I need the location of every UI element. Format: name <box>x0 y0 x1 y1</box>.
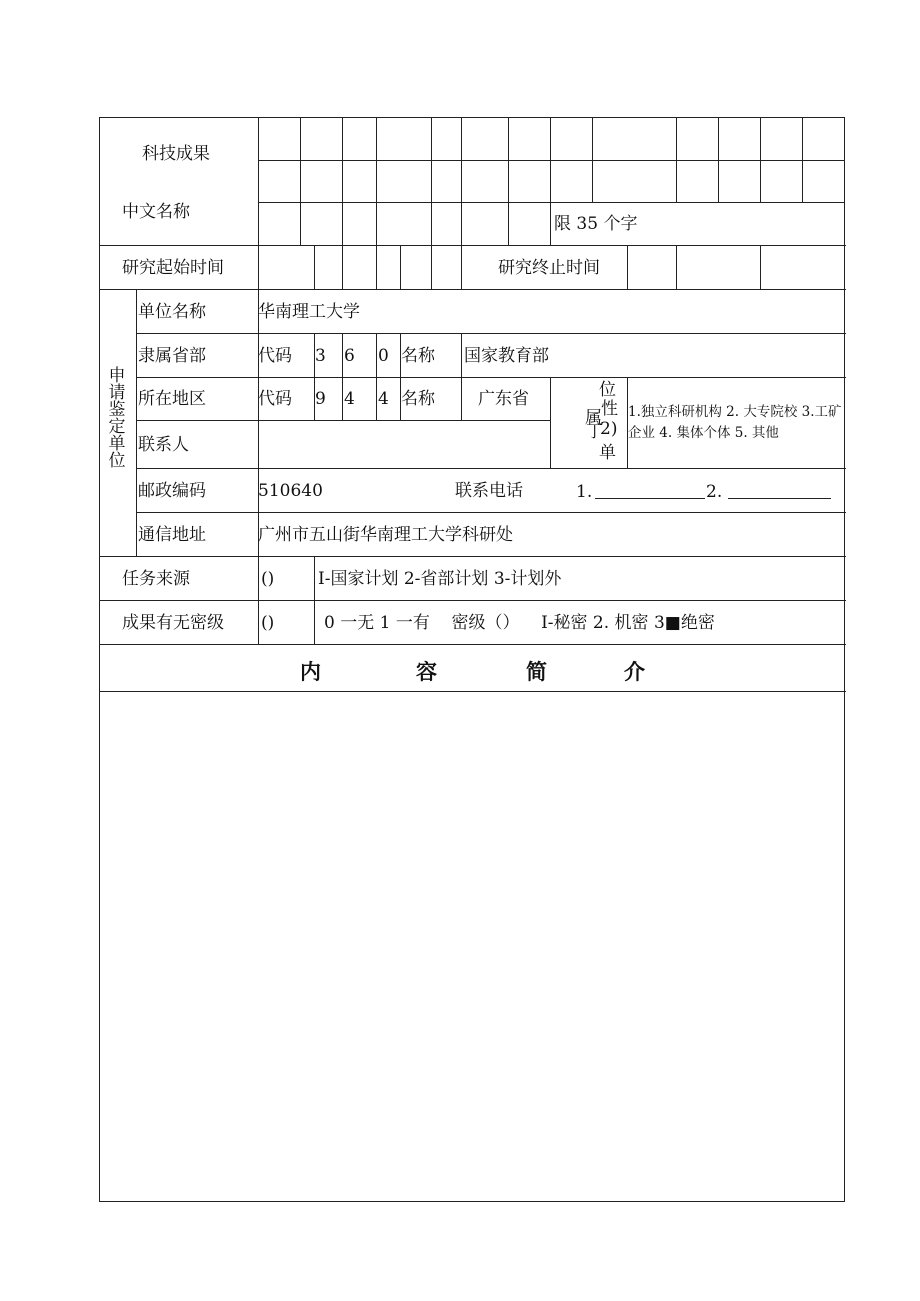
summary-content-area[interactable] <box>101 693 844 1201</box>
phone-1-field[interactable] <box>595 484 705 499</box>
postal-code-value[interactable]: 510640 <box>258 481 323 501</box>
ministry-code-label: 代码 <box>258 346 292 366</box>
region-name-value[interactable]: 广东省 <box>478 389 529 409</box>
summary-heading-char: 简 <box>526 659 547 684</box>
task-source-value[interactable]: () <box>261 569 275 589</box>
unit-type-options: 1.独立科研机构 2. 大专院校 3.工矿企业 4. 集体个体 5. 其他 <box>628 404 842 441</box>
region-code-label: 代码 <box>258 389 292 409</box>
research-start-label: 研究起始时间 <box>122 258 224 278</box>
ministry-code-digit[interactable]: 3 <box>315 346 326 366</box>
task-source-options: I-国家计划 2-省部计划 3-计划外 <box>318 569 562 589</box>
research-end-label: 研究终止时间 <box>498 258 600 278</box>
unit-type-label-part: 属 <box>585 408 602 428</box>
unit-name-label: 单位名称 <box>138 302 206 322</box>
address-label: 通信地址 <box>138 525 206 545</box>
applicant-unit-section-label: 申请鉴定单位 <box>108 366 126 471</box>
ministry-name-label: 名称 <box>401 346 435 366</box>
contact-field[interactable] <box>259 421 549 467</box>
phone-2-field[interactable] <box>728 484 831 499</box>
unit-name-value[interactable]: 华南理工大学 <box>258 302 360 322</box>
summary-heading-char: 容 <box>416 659 437 684</box>
achievement-label-line2: 中文名称 <box>122 202 190 222</box>
region-code-digit[interactable]: 4 <box>378 389 389 409</box>
research-end-field[interactable] <box>628 246 675 288</box>
region-name-label: 名称 <box>401 389 435 409</box>
unit-type-label-part: 性 <box>601 399 618 419</box>
achievement-label-line1: 科技成果 <box>142 144 210 164</box>
ministry-name-value[interactable]: 国家教育部 <box>464 346 549 366</box>
region-label: 所在地区 <box>138 389 206 409</box>
phone-1-prefix: 1. <box>576 482 593 502</box>
summary-heading-char: 内 <box>300 659 321 684</box>
appraisal-form <box>99 117 845 1202</box>
name-length-limit-note: 限 35 个字 <box>554 214 638 234</box>
achievement-name-cell[interactable] <box>301 119 341 159</box>
contact-label: 联系人 <box>138 435 189 455</box>
region-code-digit[interactable]: 9 <box>315 389 326 409</box>
achievement-name-cell[interactable] <box>259 203 299 244</box>
unit-type-label-part: 单 <box>599 443 616 463</box>
ministry-label: 隶属省部 <box>138 346 206 366</box>
postal-code-label: 邮政编码 <box>138 481 206 501</box>
ministry-code-digit[interactable]: 0 <box>378 346 389 366</box>
secrecy-value[interactable]: () <box>261 613 275 633</box>
research-start-field[interactable] <box>259 246 313 288</box>
phone-label: 联系电话 <box>455 481 523 501</box>
address-value[interactable]: 广州市五山街华南理工大学科研处 <box>258 525 513 545</box>
achievement-name-cell[interactable] <box>259 119 299 159</box>
unit-type-label-part: 位 <box>599 380 616 400</box>
region-code-digit[interactable]: 4 <box>344 389 355 409</box>
achievement-name-cell[interactable] <box>259 161 299 201</box>
phone-2-prefix: 2. <box>706 482 723 502</box>
unit-type-label-part: 2) <box>600 419 618 439</box>
task-source-label: 任务来源 <box>122 569 190 589</box>
ministry-code-digit[interactable]: 6 <box>344 346 355 366</box>
unit-type-label-part: 丁 <box>586 422 603 442</box>
summary-heading-char: 介 <box>624 659 645 684</box>
secrecy-options: 0 一无 1 一有 密级（） I-秘密 2. 机密 3■绝密 <box>324 613 715 633</box>
secrecy-label: 成果有无密级 <box>122 613 224 633</box>
